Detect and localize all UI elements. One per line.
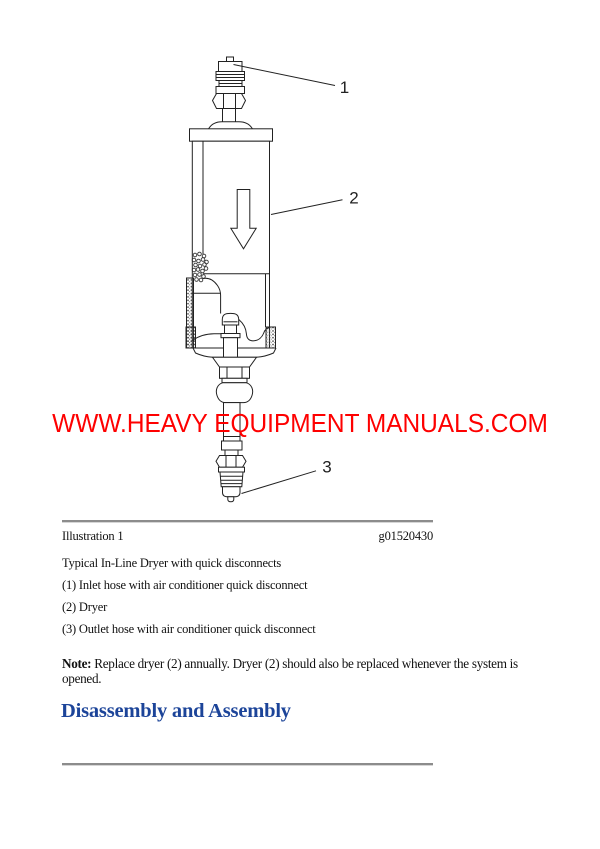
callout-2-label: 2 xyxy=(349,188,359,208)
watermark-text: WWW.HEAVY EQUIPMENT MANUALS.COM xyxy=(52,408,548,438)
left-thread-block xyxy=(186,327,196,348)
caption-top-rule xyxy=(62,520,433,523)
illustration-title: Typical In-Line Dryer with quick disconnects xyxy=(62,556,282,570)
callout-1-label: 1 xyxy=(339,78,350,97)
callout-2-leader xyxy=(271,200,343,215)
illustration-row xyxy=(62,529,433,544)
legend-item-3: (3) Outlet hose with air conditioner quick disconnect xyxy=(62,622,316,636)
section-heading: Disassembly and Assembly xyxy=(61,700,291,722)
callout-3-label: 3 xyxy=(322,457,332,477)
legend-item-1: (1) Inlet hose with air conditioner quick disconnect xyxy=(62,578,308,592)
illustration-label: Illustration 1 xyxy=(62,529,124,543)
note-body: Replace dryer (2) annually. Dryer (2) should also be replaced whenever the system is opened. xyxy=(62,656,518,687)
callout-1-leader xyxy=(234,65,336,86)
note-label: Note: xyxy=(62,656,92,671)
legend-item-2: (2) Dryer xyxy=(62,600,108,614)
callout-3-leader xyxy=(242,471,317,494)
internal-tube xyxy=(221,313,240,357)
illustration-id: g01520430 xyxy=(378,529,433,543)
note-paragraph xyxy=(62,656,522,687)
bottom-rule xyxy=(62,763,433,766)
right-thread-block xyxy=(266,327,276,348)
top-fitting xyxy=(209,57,253,129)
